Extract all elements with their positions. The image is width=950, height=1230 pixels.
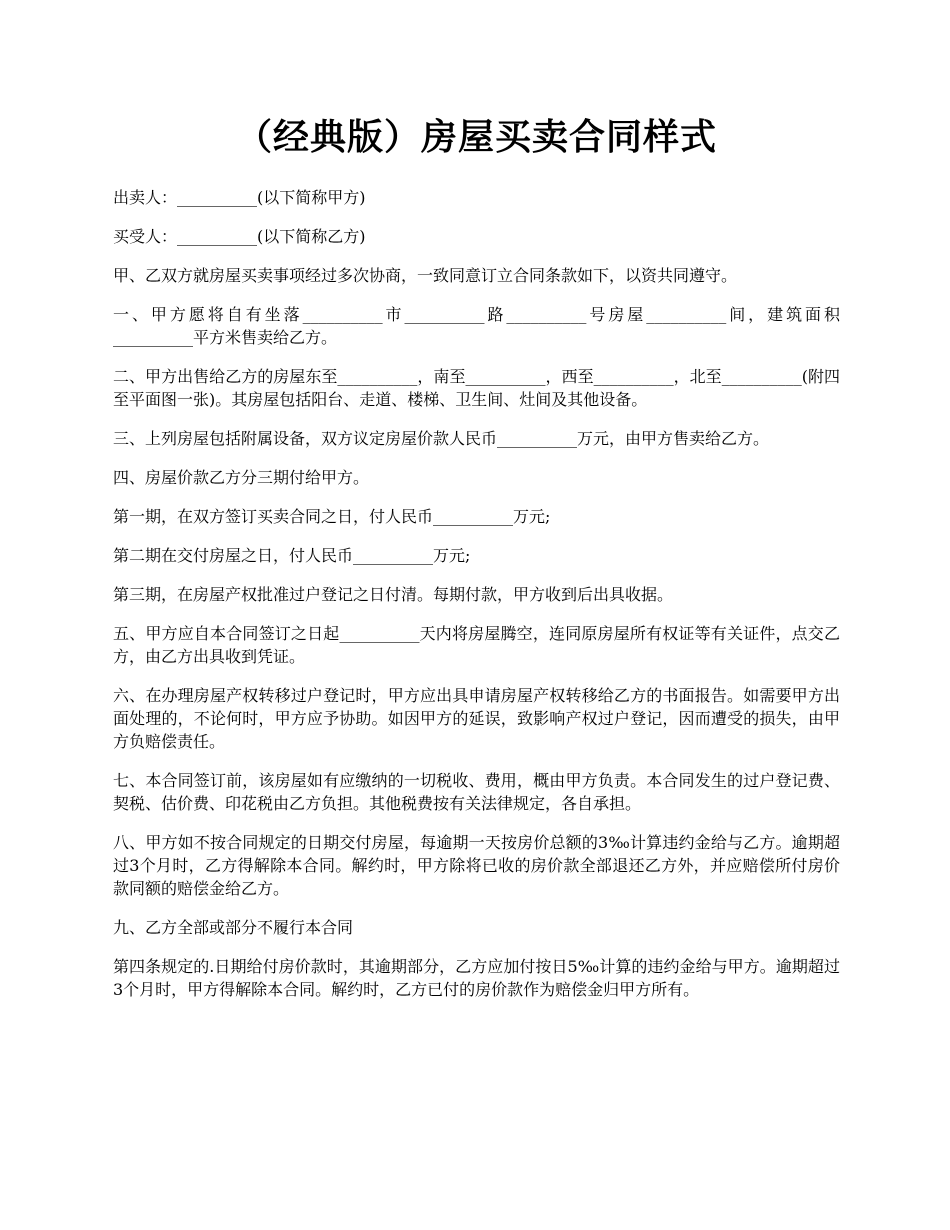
clause-1: 一、甲方愿将自有坐落__________市__________路__________号房屋__________间，建筑面积__________平方米售卖给乙方。 — [113, 305, 840, 347]
clause-5: 五、甲方应自本合同签订之日起__________天内将房屋腾空，连同原房屋所有权证等有关证件，点交乙方，由乙方出具收到凭证。 — [113, 624, 840, 666]
document-page — [113, 0, 840, 1001]
clause-8: 八、甲方如不按合同规定的日期交付房屋，每逾期一天按房价总额的3‰计算违约金给与乙方。逾期超过3个月时，乙方得解除本合同。解约时，甲方除将已收的房价款全部退还乙方外，并应赔偿所付房价款同额的赔偿金给乙方。 — [113, 833, 840, 898]
clause-2: 二、甲方出售给乙方的房屋东至__________，南至__________，西至__________，北至__________(附四至平面图一张)。其房屋包括阳台、走道、楼梯、卫生间、灶间及其他设备。 — [113, 367, 840, 409]
seller-line: 出卖人：__________(以下简称甲方) — [113, 188, 366, 207]
payment-phase-2: 第二期在交付房屋之日，付人民币__________万元; — [113, 546, 471, 565]
payment-phase-3: 第三期，在房屋产权批准过户登记之日付清。每期付款，甲方收到后出具收据。 — [113, 585, 674, 604]
buyer-line: 买受人：__________(以下简称乙方) — [113, 227, 366, 246]
preamble-paragraph: 甲、乙双方就房屋买卖事项经过多次协商，一致同意订立合同条款如下，以资共同遵守。 — [113, 266, 738, 285]
payment-phase-1: 第一期，在双方签订买卖合同之日，付人民币__________万元; — [113, 507, 551, 526]
clause-6: 六、在办理房屋产权转移过户登记时，甲方应出具申请房屋产权转移给乙方的书面报告。如需要甲方出面处理的，不论何时，甲方应予协助。如因甲方的延误，致影响产权过户登记，因而遭受的损失，由甲方负赔偿责任。 — [113, 686, 840, 751]
clause-9: 九、乙方全部或部分不履行本合同 — [113, 918, 354, 937]
clause-9-continued: 第四条规定的.日期给付房价款时，其逾期部分，乙方应加付按日5‰计算的违约金给与甲方。逾期超过3个月时，甲方得解除本合同。解约时，乙方已付的房价款作为赔偿金归甲方所有。 — [113, 957, 840, 999]
clause-3: 三、上列房屋包括附属设备，双方议定房屋价款人民币__________万元，由甲方售卖给乙方。 — [113, 429, 770, 448]
clause-4: 四、房屋价款乙方分三期付给甲方。 — [113, 468, 370, 487]
clause-7: 七、本合同签订前，该房屋如有应缴纳的一切税收、费用，概由甲方负责。本合同发生的过户登记费、契税、估价费、印花税由乙方负担。其他税费按有关法律规定，各自承担。 — [113, 771, 840, 813]
document-title: （经典版）房屋买卖合同样式 — [235, 116, 717, 158]
